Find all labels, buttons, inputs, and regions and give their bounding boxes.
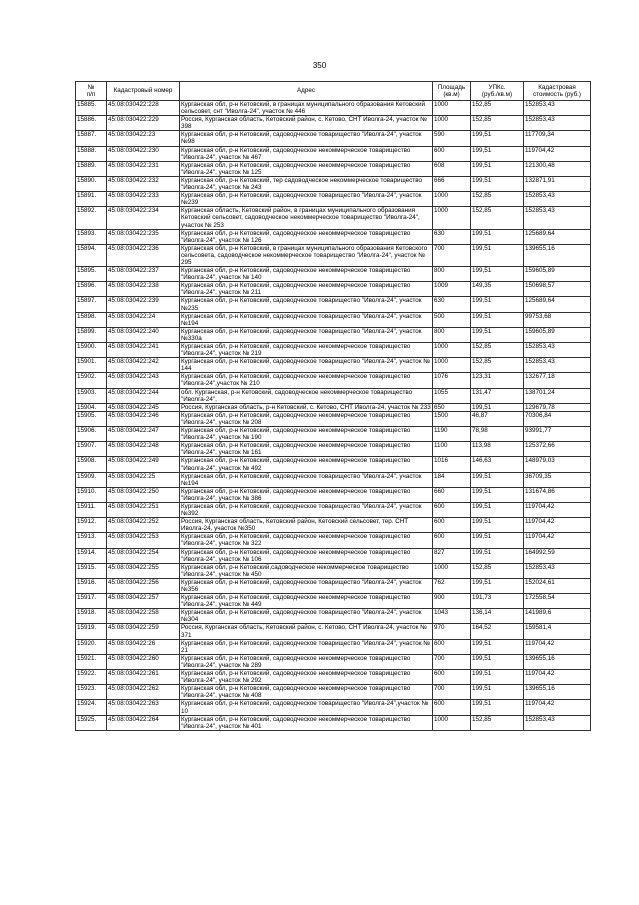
table-row: [76, 594, 591, 609]
address-cell: Курганская обл, р-н Кетовский, садоводческое товарищество "Иволга-24", участок №239: [180, 192, 433, 207]
upks-cell: 199,51: [471, 487, 524, 502]
area-cell: 600: [433, 533, 471, 548]
upks-cell: 199,51: [471, 267, 524, 282]
table-row: [76, 624, 591, 639]
cadastral-cost-cell: 152853,43: [524, 563, 591, 578]
upks-cell: 152,85: [471, 715, 524, 730]
upks-cell: 78,98: [471, 427, 524, 442]
row-number-cell: 15917.: [76, 594, 107, 609]
cadastral-cost-cell: 119704,42: [524, 146, 591, 161]
row-number-cell: 15922.: [76, 670, 107, 685]
upks-cell: 152,85: [471, 116, 524, 131]
cadastral-number-cell: 45:08:030422:235: [107, 229, 180, 244]
cadastral-number-cell: 45:08:030422:250: [107, 487, 180, 502]
address-cell: Курганская обл, р-н Кетовский, садоводческое товарищество "Иволга-24", участок №194: [180, 472, 433, 487]
cadastral-cost-cell: 119704,42: [524, 518, 591, 533]
area-cell: 1000: [433, 207, 471, 229]
cadastral-cost-cell: 132677,18: [524, 373, 591, 388]
table-row: [76, 192, 591, 207]
table-body: [76, 101, 591, 731]
upks-cell: 191,73: [471, 594, 524, 609]
area-cell: 600: [433, 518, 471, 533]
area-cell: 1000: [433, 563, 471, 578]
table-row: [76, 518, 591, 533]
upks-cell: 199,51: [471, 146, 524, 161]
area-cell: 762: [433, 578, 471, 593]
address-cell: Курганская обл, р-н Кетовский, садоводческое товарищество "Иволга-24", участок №194: [180, 312, 433, 327]
row-number-cell: 15899.: [76, 327, 107, 342]
upks-cell: 152,85: [471, 358, 524, 373]
cadastral-cost-cell: 99753,68: [524, 312, 591, 327]
row-number-cell: 15904.: [76, 403, 107, 411]
area-cell: 1000: [433, 343, 471, 358]
page-number: 350: [312, 61, 327, 70]
cadastral-number-cell: 45:08:030422:25: [107, 472, 180, 487]
cadastral-cost-cell: 125689,64: [524, 229, 591, 244]
row-number-cell: 15920.: [76, 639, 107, 654]
row-number-cell: 15894.: [76, 244, 107, 266]
table-row: [76, 654, 591, 669]
cadastral-cost-cell: 159605,89: [524, 267, 591, 282]
row-number-cell: 15906.: [76, 427, 107, 442]
table-row: [76, 578, 591, 593]
header-area: Площадь (кв.м): [433, 82, 471, 101]
cadastral-number-cell: 45:08:030422:26: [107, 639, 180, 654]
cadastral-cost-cell: 139655,16: [524, 244, 591, 266]
address-cell: Курганская обл, р-н Кетовский, садоводческое товарищество "Иволга-24", участок № 21: [180, 639, 433, 654]
table-row: [76, 297, 591, 312]
area-cell: 608: [433, 161, 471, 176]
cadastral-number-cell: 45:08:030422:237: [107, 267, 180, 282]
cadastral-number-cell: 45:08:030422:242: [107, 358, 180, 373]
cadastral-number-cell: 45:08:030422:260: [107, 654, 180, 669]
area-cell: 800: [433, 267, 471, 282]
table-row: [76, 685, 591, 700]
row-number-cell: 15909.: [76, 472, 107, 487]
area-cell: 970: [433, 624, 471, 639]
table-row: [76, 548, 591, 563]
area-cell: 590: [433, 131, 471, 146]
cadastral-number-cell: 45:08:030422:243: [107, 373, 180, 388]
row-number-cell: 15898.: [76, 312, 107, 327]
cadastral-number-cell: 45:08:030422:231: [107, 161, 180, 176]
area-cell: 1000: [433, 116, 471, 131]
area-cell: 600: [433, 700, 471, 715]
area-cell: 1190: [433, 427, 471, 442]
row-number-cell: 15924.: [76, 700, 107, 715]
upks-cell: 199,51: [471, 685, 524, 700]
upks-cell: 123,31: [471, 373, 524, 388]
table-row: [76, 609, 591, 624]
upks-cell: 199,51: [471, 548, 524, 563]
table-row: [76, 533, 591, 548]
area-cell: 1000: [433, 358, 471, 373]
row-number-cell: 15885.: [76, 101, 107, 116]
upks-cell: 199,51: [471, 639, 524, 654]
cadastral-number-cell: 45:08:030422:258: [107, 609, 180, 624]
area-cell: 660: [433, 487, 471, 502]
cadastral-number-cell: 45:08:030422:233: [107, 192, 180, 207]
table-row: [76, 101, 591, 116]
cadastral-cost-cell: 172558,54: [524, 594, 591, 609]
cadastral-number-cell: 45:08:030422:24: [107, 312, 180, 327]
upks-cell: 199,51: [471, 700, 524, 715]
row-number-cell: 15907.: [76, 442, 107, 457]
row-number-cell: 15891.: [76, 192, 107, 207]
address-cell: Курганская обл, р-н Кетовский, садоводческое некоммерческое товарищество "Иволга-24", участок № 408: [180, 685, 433, 700]
cadastral-number-cell: 45:08:030422:234: [107, 207, 180, 229]
cadastral-cost-cell: 119704,42: [524, 533, 591, 548]
cadastral-number-cell: 45:08:030422:232: [107, 176, 180, 191]
row-number-cell: 15915.: [76, 563, 107, 578]
cadastral-cost-cell: 70306,84: [524, 411, 591, 426]
cadastral-number-cell: 45:08:030422:253: [107, 533, 180, 548]
table-row: [76, 131, 591, 146]
area-cell: 600: [433, 670, 471, 685]
table-row: [76, 388, 591, 403]
table-row: [76, 207, 591, 229]
address-cell: обл. Курганская, р-н Кетовский, садоводческое некоммерческое товарищество "Иволга-24",: [180, 388, 433, 403]
address-cell: Курганская обл, р-н Кетовский,садоводческое некоммерческое товарищество "Иволга-24", участок № 450: [180, 563, 433, 578]
area-cell: 1000: [433, 192, 471, 207]
row-number-cell: 15892.: [76, 207, 107, 229]
cadastral-cost-cell: 93991,77: [524, 427, 591, 442]
table-row: [76, 146, 591, 161]
upks-cell: 152,85: [471, 207, 524, 229]
table-row: [76, 411, 591, 426]
address-cell: Курганская область, Кетовский район, в границах муниципального образования Кетовский сельсовет, садоводческое некоммерческое товарищество "Иволга-24", участок № 253: [180, 207, 433, 229]
row-number-cell: 15918.: [76, 609, 107, 624]
cadastral-cost-cell: 141989,6: [524, 609, 591, 624]
table-row: [76, 442, 591, 457]
area-cell: 827: [433, 548, 471, 563]
area-cell: 630: [433, 297, 471, 312]
upks-cell: 152,85: [471, 101, 524, 116]
row-number-cell: 15914.: [76, 548, 107, 563]
table-row: [76, 487, 591, 502]
area-cell: 600: [433, 146, 471, 161]
cadastral-cost-cell: 152853,43: [524, 101, 591, 116]
area-cell: 1055: [433, 388, 471, 403]
header-cadastral-number: Кадастровый номер: [107, 82, 180, 101]
row-number-cell: 15925.: [76, 715, 107, 730]
cadastral-cost-cell: 152853,43: [524, 116, 591, 131]
address-cell: Курганская обл, р-н Кетовский, садоводческое товарищество "Иволга-24", участок № 144: [180, 358, 433, 373]
header-upks: УПКс. (руб./кв.м): [471, 82, 524, 101]
cadastral-number-cell: 45:08:030422:241: [107, 343, 180, 358]
cadastral-table: [75, 81, 591, 731]
address-cell: Курганская обл, р-н Кетовский, садоводческое некоммерческое товарищество "Иволга-24", участок № 208: [180, 411, 433, 426]
area-cell: 1043: [433, 609, 471, 624]
area-cell: 1000: [433, 715, 471, 730]
row-number-cell: 15902.: [76, 373, 107, 388]
row-number-cell: 15897.: [76, 297, 107, 312]
table-row: [76, 327, 591, 342]
area-cell: 630: [433, 229, 471, 244]
cadastral-number-cell: 45:08:030422:240: [107, 327, 180, 342]
table-row: [76, 700, 591, 715]
area-cell: 700: [433, 244, 471, 266]
cadastral-number-cell: 45:08:030422:236: [107, 244, 180, 266]
upks-cell: 199,51: [471, 131, 524, 146]
address-cell: Курганская обл, р-н Кетовский, садоводческое некоммерческое товарищество "Иволга-24", участок № 449: [180, 594, 433, 609]
header-row: [76, 82, 591, 101]
table-header: [76, 82, 591, 101]
area-cell: 600: [433, 639, 471, 654]
address-cell: Курганская обл, р-н Кетовский, садоводческое некоммерческое товарищество "Иволга-24", участок № 161: [180, 442, 433, 457]
cadastral-number-cell: 45:08:030422:259: [107, 624, 180, 639]
row-number-cell: 15896.: [76, 282, 107, 297]
cadastral-number-cell: 45:08:030422:248: [107, 442, 180, 457]
cadastral-number-cell: 45:08:030422:245: [107, 403, 180, 411]
row-number-cell: 15919.: [76, 624, 107, 639]
upks-cell: 146,63: [471, 457, 524, 472]
row-number-cell: 15889.: [76, 161, 107, 176]
cadastral-number-cell: 45:08:030422:263: [107, 700, 180, 715]
table-row: [76, 358, 591, 373]
cadastral-cost-cell: 119704,42: [524, 639, 591, 654]
cadastral-cost-cell: 139655,16: [524, 654, 591, 669]
table-row: [76, 472, 591, 487]
cadastral-cost-cell: 132871,91: [524, 176, 591, 191]
cadastral-number-cell: 45:08:030422:257: [107, 594, 180, 609]
table-row: [76, 457, 591, 472]
row-number-cell: 15893.: [76, 229, 107, 244]
row-number-cell: 15886.: [76, 116, 107, 131]
cadastral-number-cell: 45:08:030422:247: [107, 427, 180, 442]
cadastral-cost-cell: 119704,42: [524, 502, 591, 517]
table-row: [76, 244, 591, 266]
row-number-cell: 15895.: [76, 267, 107, 282]
area-cell: 1016: [433, 457, 471, 472]
cadastral-number-cell: 45:08:030422:228: [107, 101, 180, 116]
area-cell: 900: [433, 594, 471, 609]
cadastral-cost-cell: 138701,24: [524, 388, 591, 403]
table-row: [76, 373, 591, 388]
cadastral-cost-cell: 125372,66: [524, 442, 591, 457]
upks-cell: 199,51: [471, 161, 524, 176]
address-cell: Курганская обл, р-н Кетовский, тер садоводческое некоммерческое товарищество "Иволга-24", участок № 243: [180, 176, 433, 191]
address-cell: Курганская обл, р-н Кетовский, садоводческое некоммерческое товарищество "Иволга-24", участок № 492: [180, 457, 433, 472]
upks-cell: 131,47: [471, 388, 524, 403]
cadastral-number-cell: 45:08:030422:249: [107, 457, 180, 472]
row-number-cell: 15887.: [76, 131, 107, 146]
row-number-cell: 15908.: [76, 457, 107, 472]
cadastral-cost-cell: 119704,42: [524, 700, 591, 715]
cadastral-cost-cell: 131674,86: [524, 487, 591, 502]
table-row: [76, 563, 591, 578]
cadastral-number-cell: 45:08:030422:252: [107, 518, 180, 533]
area-cell: 1500: [433, 411, 471, 426]
upks-cell: 149,35: [471, 282, 524, 297]
cadastral-cost-cell: 159605,89: [524, 327, 591, 342]
upks-cell: 199,51: [471, 654, 524, 669]
table-row: [76, 161, 591, 176]
upks-cell: 199,51: [471, 518, 524, 533]
area-cell: 600: [433, 502, 471, 517]
address-cell: Курганская обл, р-н Кетовский, садоводческое некоммерческое товарищество "Иволга-24", участок № 125: [180, 161, 433, 176]
area-cell: 700: [433, 685, 471, 700]
table-row: [76, 116, 591, 131]
upks-cell: 199,51: [471, 244, 524, 266]
upks-cell: 199,51: [471, 578, 524, 593]
address-cell: Курганская обл, р-н Кетовский, садоводческое товарищество "Иволга-24", участок №330а: [180, 327, 433, 342]
row-number-cell: 15910.: [76, 487, 107, 502]
table-row: [76, 403, 591, 411]
cadastral-number-cell: 45:08:030422:239: [107, 297, 180, 312]
cadastral-cost-cell: 152853,43: [524, 343, 591, 358]
address-cell: Россия, Курганская область, Кетовский район, Кетовский сельсовет, тер. СНТ Иволга-24, участок №350: [180, 518, 433, 533]
cadastral-cost-cell: 159581,4: [524, 624, 591, 639]
row-number-cell: 15901.: [76, 358, 107, 373]
cadastral-cost-cell: 150698,57: [524, 282, 591, 297]
address-cell: Курганская обл, р-н Кетовский, садоводческое товарищество "Иволга-24", участок №235: [180, 297, 433, 312]
address-cell: Россия, Курганская область, р-н Кетовский, с. Кетово, СНТ Иволга-24, участок № 233: [181, 403, 431, 411]
cadastral-number-cell: 45:08:030422:262: [107, 685, 180, 700]
cadastral-number-cell: 45:08:030422:264: [107, 715, 180, 730]
upks-cell: 152,85: [471, 192, 524, 207]
upks-cell: 152,85: [471, 563, 524, 578]
row-number-cell: 15903.: [76, 388, 107, 403]
row-number-cell: 15921.: [76, 654, 107, 669]
upks-cell: 199,51: [471, 229, 524, 244]
table-row: [76, 176, 591, 191]
address-cell: Курганская обл, р-н Кетовский, садоводческое некоммерческое товарищество "Иволга-24", участок № 467: [180, 146, 433, 161]
cadastral-cost-cell: 152024,61: [524, 578, 591, 593]
area-cell: 700: [433, 654, 471, 669]
address-cell: Курганская обл, р-н Кетовский, садоводческое товарищество "Иволга-24", участок №356: [180, 578, 433, 593]
cadastral-number-cell: 45:08:030422:246: [107, 411, 180, 426]
address-cell: Россия, Курганская область, Кетовский район, с. Кетово, СНТ Иволга-24, участок № 398: [180, 116, 433, 131]
row-number-cell: 15913.: [76, 533, 107, 548]
cadastral-cost-cell: 125689,64: [524, 297, 591, 312]
row-number-cell: 15888.: [76, 146, 107, 161]
table-row: [76, 229, 591, 244]
upks-cell: 199,51: [471, 176, 524, 191]
address-cell: Курганская обл, р-н Кетовский, садоводческое некоммерческое товарищество "Иволга-24", участок № 190: [180, 427, 433, 442]
upks-cell: 136,14: [471, 609, 524, 624]
cadastral-number-cell: 45:08:030422:261: [107, 670, 180, 685]
cadastral-number-cell: 45:08:030422:23: [107, 131, 180, 146]
address-cell: Курганская обл, р-н Кетовский, садоводческое некоммерческое товарищество "Иволга-24", участок № 126: [180, 229, 433, 244]
row-number-cell: 15912.: [76, 518, 107, 533]
upks-cell: 164,52: [471, 624, 524, 639]
row-number-cell: 15916.: [76, 578, 107, 593]
address-cell: Россия, Курганская область, Кетовский район, с. Кетово, СНТ Иволга-24, участок № 371: [180, 624, 433, 639]
address-cell: Курганская обл, р-н Кетовский, садоводческое некоммерческое товарищество "Иволга-24", участок № 322: [180, 533, 433, 548]
address-cell: Курганская обл, р-н Кетовский, в границах муниципального образования Кетовского сельсовета, садоводческое некоммерческое товарищество "Иволга-24", участок № 295: [180, 244, 433, 266]
cadastral-cost-cell: 164992,59: [524, 548, 591, 563]
table-row: [76, 502, 591, 517]
area-cell: 1100: [433, 442, 471, 457]
header-address: Адрес: [180, 82, 433, 101]
address-cell: Курганская обл, р-н Кетовский, садоводческое некоммерческое товарищество "Иволга-24",участок № 210: [180, 373, 433, 388]
cadastral-cost-cell: 152853,43: [524, 192, 591, 207]
address-cell: Курганская обл, р-н Кетовский, садоводческое некоммерческое товарищество "Иволга-24", участок № 292: [180, 670, 433, 685]
table-row: [76, 639, 591, 654]
row-number-cell: 15911.: [76, 502, 107, 517]
cadastral-cost-cell: 119704,42: [524, 670, 591, 685]
row-number-cell: 15905.: [76, 411, 107, 426]
address-cell: Курганская обл, р-н Кетовский, садоводческое некоммерческое товарищество "Иволга-24", участок № 106: [180, 548, 433, 563]
row-number-cell: 15923.: [76, 685, 107, 700]
cadastral-cost-cell: 148979,03: [524, 457, 591, 472]
address-cell: Курганская обл, р-н Кетовский, садоводческое некоммерческое товарищество "Иволга-24", участок № 401: [180, 715, 433, 730]
table-row: [76, 670, 591, 685]
cadastral-number-cell: 45:08:030422:229: [107, 116, 180, 131]
table-row: [76, 427, 591, 442]
cadastral-number-cell: 45:08:030422:244: [107, 388, 180, 403]
row-number-cell: 15890.: [76, 176, 107, 191]
address-cell: Курганская обл, р-н Кетовский, садоводческое некоммерческое товарищество "Иволга-24", участок № 211: [180, 282, 433, 297]
header-num: № п/п: [76, 82, 107, 101]
cadastral-cost-cell: 129679,78: [524, 403, 591, 411]
cadastral-cost-cell: 152853,43: [524, 715, 591, 730]
upks-cell: 199,51: [471, 403, 524, 411]
cadastral-number-cell: 45:08:030422:251: [107, 502, 180, 517]
table-row: [76, 282, 591, 297]
upks-cell: 46,87: [471, 411, 524, 426]
cadastral-cost-cell: 36709,35: [524, 472, 591, 487]
upks-cell: 199,51: [471, 502, 524, 517]
address-cell: Курганская обл, р-н Кетовский, садоводческое товарищество "Иволга-24", участок №392: [180, 502, 433, 517]
address-cell: Курганская обл, р-н Кетовский, садоводческое некоммерческое товарищество "Иволга-24", участок № 140: [180, 267, 433, 282]
area-cell: 650: [433, 403, 471, 411]
row-number-cell: 15900.: [76, 343, 107, 358]
address-cell: Курганская обл, р-н Кетовский, садоводческое некоммерческое товарищество "Иволга-24", участок № 386: [180, 487, 433, 502]
cadastral-number-cell: 45:08:030422:255: [107, 563, 180, 578]
cadastral-cost-cell: 152853,43: [524, 207, 591, 229]
table-row: [76, 715, 591, 730]
address-cell: Курганская обл, р-н Кетовский, садоводческое товарищество "Иволга-24", участок №304: [180, 609, 433, 624]
cadastral-number-cell: 45:08:030422:238: [107, 282, 180, 297]
table-row: [76, 267, 591, 282]
table-row: [76, 343, 591, 358]
upks-cell: 199,51: [471, 297, 524, 312]
cadastral-cost-cell: 121300,48: [524, 161, 591, 176]
address-cell: Курганская обл, р-н Кетовский, садоводческое товарищество "Иволга-24", участок №98: [180, 131, 433, 146]
cadastral-number-cell: 45:08:030422:230: [107, 146, 180, 161]
area-cell: 666: [433, 176, 471, 191]
address-cell: Курганская обл, р-н Кетовский, садоводческое некоммерческое товарищество "Иволга-24", участок № 219: [180, 343, 433, 358]
upks-cell: 199,51: [471, 472, 524, 487]
upks-cell: 113,98: [471, 442, 524, 457]
upks-cell: 199,51: [471, 327, 524, 342]
table-row: [76, 312, 591, 327]
area-cell: 800: [433, 327, 471, 342]
upks-cell: 152,85: [471, 343, 524, 358]
cadastral-cost-cell: 139655,16: [524, 685, 591, 700]
area-cell: 500: [433, 312, 471, 327]
upks-cell: 199,51: [471, 533, 524, 548]
cadastral-cost-cell: 152853,43: [524, 358, 591, 373]
address-cell: Курганская обл, р-н Кетовский, садоводческое товарищество "Иволга-24",участок № 10: [180, 700, 433, 715]
area-cell: 1000: [433, 101, 471, 116]
area-cell: 1009: [433, 282, 471, 297]
area-cell: 1076: [433, 373, 471, 388]
address-cell: Курганская обл, р-н Кетовский, в границах муниципального образования Кетовский сельсовет, снт "Иволга-24", участок № 446: [180, 101, 433, 116]
upks-cell: 199,51: [471, 670, 524, 685]
cadastral-cost-cell: 117709,34: [524, 131, 591, 146]
upks-cell: 199,51: [471, 312, 524, 327]
address-cell: Курганская обл, р-н Кетовский, садоводческое некоммерческое товарищество "Иволга-24", участок № 289: [180, 654, 433, 669]
cadastral-number-cell: 45:08:030422:256: [107, 578, 180, 593]
area-cell: 184: [433, 472, 471, 487]
cadastral-number-cell: 45:08:030422:254: [107, 548, 180, 563]
header-cost: Кадастровая стоимость (руб.): [524, 82, 591, 101]
